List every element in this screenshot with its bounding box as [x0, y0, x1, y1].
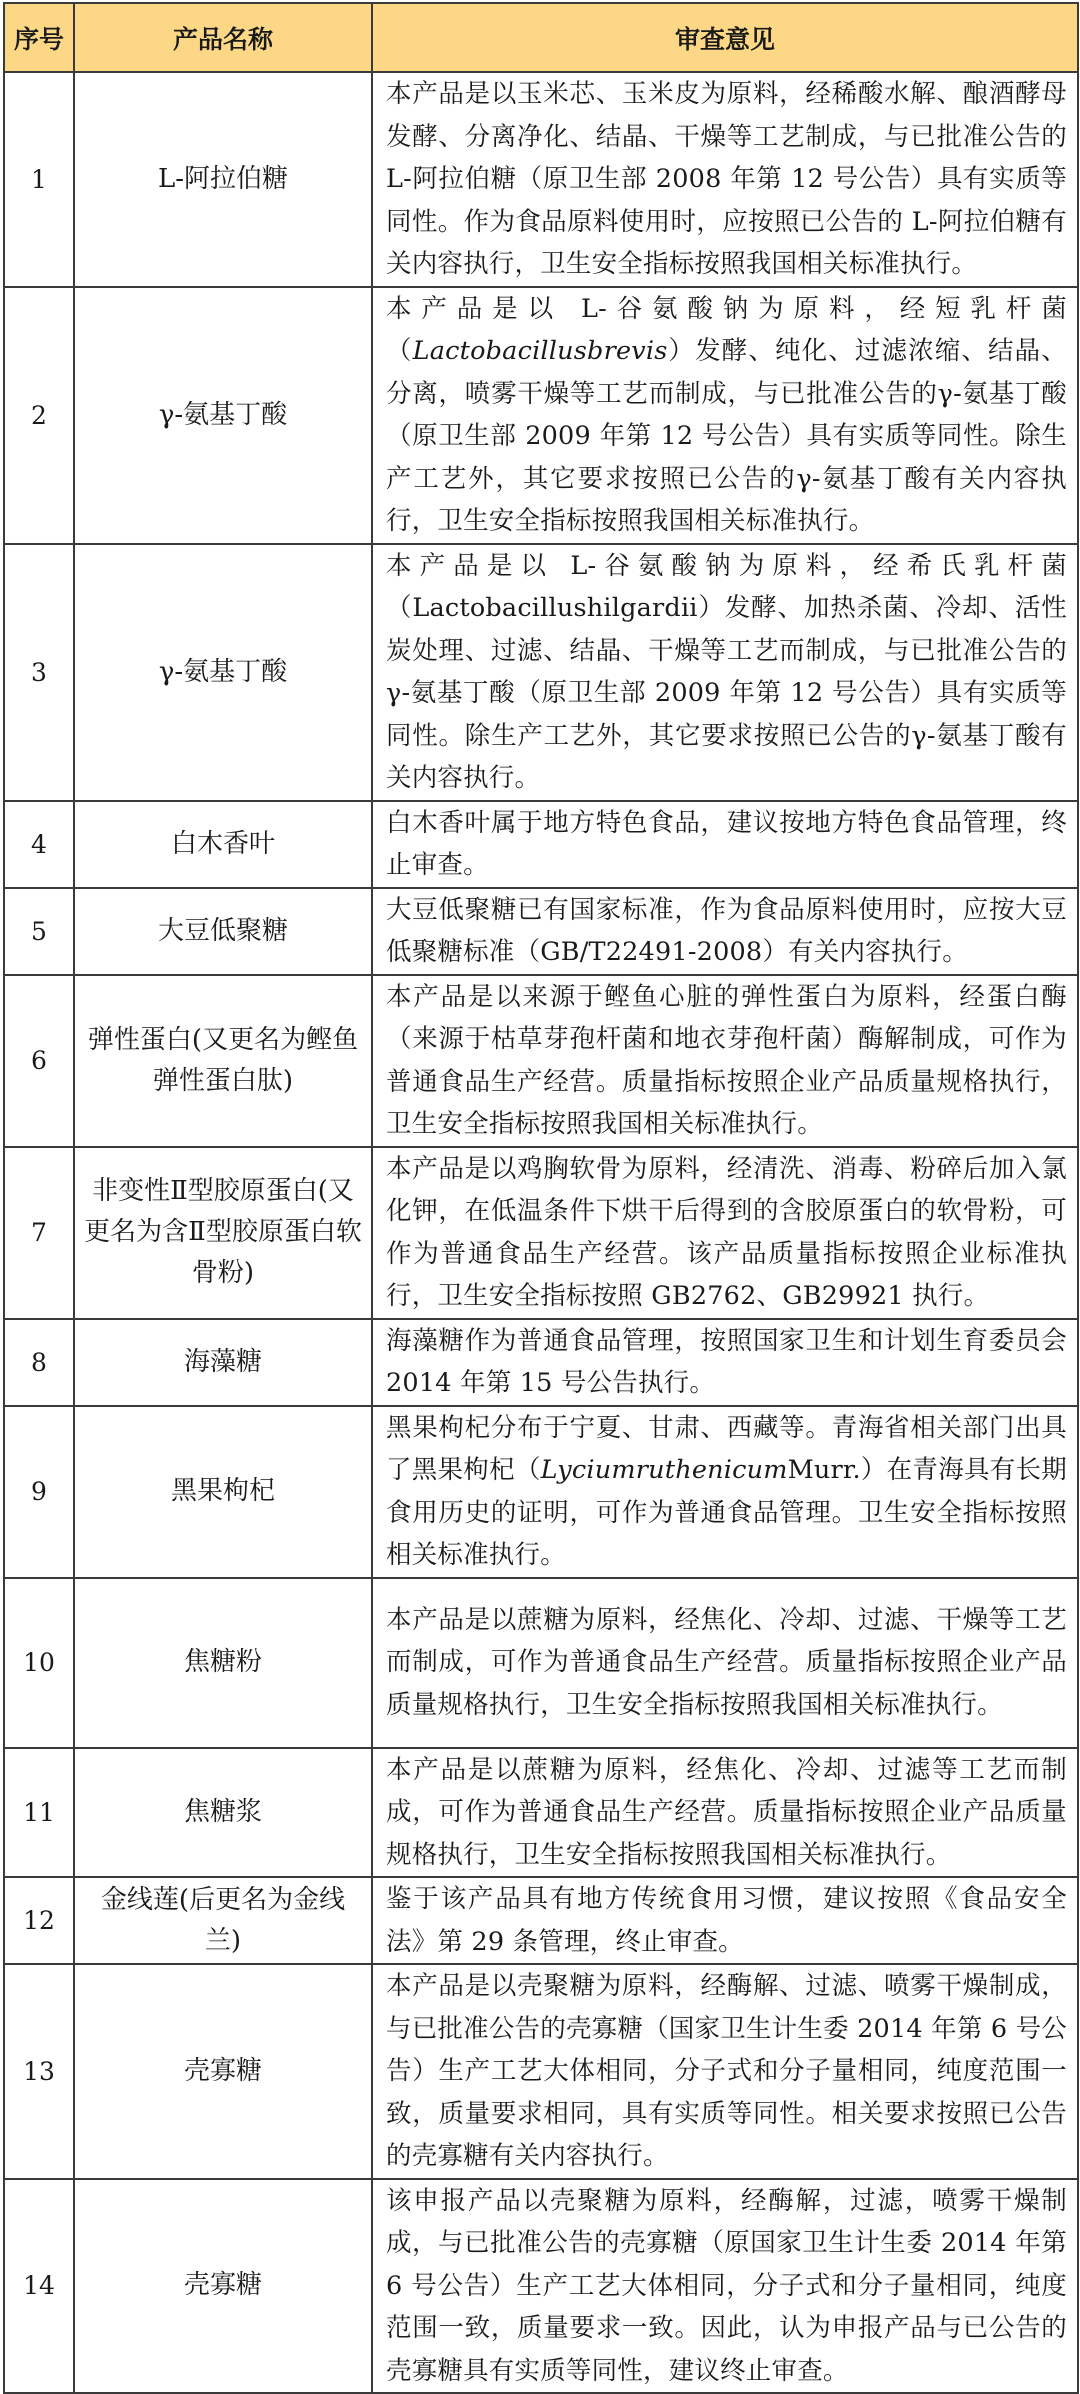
- table-row: [4, 1578, 1078, 1748]
- scientific-name: Lactobacillusbrevis: [412, 336, 668, 366]
- product-name: γ-氨基丁酸: [74, 287, 372, 544]
- product-name: 金线莲(后更名为金线兰): [74, 1877, 372, 1964]
- table-row: [4, 1748, 1078, 1878]
- review-opinion: 本产品是以来源于鲣鱼心脏的弹性蛋白为原料，经蛋白酶（来源于枯草芽孢杆菌和地衣芽孢杆菌）酶解制成，可作为普通食品生产经营。质量指标按照企业产品质量规格执行，卫生安全指标按照我国相关标准执行。: [372, 975, 1078, 1147]
- review-opinion: 本产品是以 L-谷氨酸钠为原料，经希氏乳杆菌（Lactobacillushilgardii）发酵、加热杀菌、冷却、活性炭处理、过滤、结晶、干燥等工艺而制成，与已批准公告的γ-氨基丁酸（原卫生部 2009 年第 12 号公告）具有实质等同性。除生产工艺外，其它要求按照已公告的γ-氨基丁酸有关内容执行。: [372, 544, 1078, 801]
- table-row: [4, 1406, 1078, 1578]
- header-opinion: 审查意见: [372, 3, 1078, 72]
- row-number: 3: [4, 544, 74, 801]
- opinion-text: 黑果枸杞分布于宁夏、甘肃、西藏等。青海省相关部门出具了黑果枸杞（: [386, 1412, 1067, 1485]
- product-name: 海藻糖: [74, 1319, 372, 1406]
- review-opinion: 鉴于该产品具有地方传统食用习惯，建议按照《食品安全法》第 29 条管理，终止审查。: [372, 1877, 1078, 1964]
- row-number: 10: [4, 1578, 74, 1748]
- review-opinion: 本产品是以鸡胸软骨为原料，经清洗、消毒、粉碎后加入氯化钾，在低温条件下烘干后得到的含胶原蛋白的软骨粉，可作为普通食品生产经营。该产品质量指标按照企业标准执行，卫生安全指标按照 GB2762、GB29921 执行。: [372, 1147, 1078, 1319]
- review-table: [3, 2, 1079, 2394]
- table-row: [4, 287, 1078, 544]
- product-name: 白木香叶: [74, 801, 372, 888]
- table-row: [4, 1964, 1078, 2179]
- row-number: 4: [4, 801, 74, 888]
- header-num: 序号: [4, 3, 74, 72]
- review-opinion: 白木香叶属于地方特色食品，建议按地方特色食品管理，终止审查。: [372, 801, 1078, 888]
- row-number: 5: [4, 888, 74, 975]
- product-name: 焦糖浆: [74, 1748, 372, 1878]
- review-opinion: 该申报产品以壳聚糖为原料，经酶解，过滤，喷雾干燥制成，与已批准公告的壳寡糖（原国家卫生计生委 2014 年第 6 号公告）生产工艺大体相同，分子式和分子量相同，纯度范围一致，质量要求一致。因此，认为申报产品与已公告的壳寡糖具有实质等同性，建议终止审查。: [372, 2179, 1078, 2394]
- product-name: 壳寡糖: [74, 2179, 372, 2394]
- review-opinion: 本产品是以壳聚糖为原料，经酶解、过滤、喷雾干燥制成，与已批准公告的壳寡糖（国家卫生计生委 2014 年第 6 号公告）生产工艺大体相同，分子式和分子量相同，纯度范围一致，质量要求相同，具有实质等同性。相关要求按照已公告的壳寡糖有关内容执行。: [372, 1964, 1078, 2179]
- review-opinion: 海藻糖作为普通食品管理，按照国家卫生和计划生育委员会 2014 年第 15 号公告执行。: [372, 1319, 1078, 1406]
- table-row: [4, 72, 1078, 287]
- header-name: 产品名称: [74, 3, 372, 72]
- product-name: 大豆低聚糖: [74, 888, 372, 975]
- row-number: 7: [4, 1147, 74, 1319]
- product-name: 弹性蛋白(又更名为鲣鱼弹性蛋白肽): [74, 975, 372, 1147]
- opinion-text: Murr.）在青海具有长期食用历史的证明，可作为普通食品管理。卫生安全指标按照相关标准执行。: [386, 1455, 1067, 1570]
- row-number: 1: [4, 72, 74, 287]
- opinion-text: ）发酵、纯化、过滤浓缩、结晶、分离，喷雾干燥等工艺而制成，与已批准公告的γ-氨基丁酸（原卫生部 2009 年第 12 号公告）具有实质等同性。除生产工艺外，其它要求按照已公告的γ-氨基丁酸有关内容执行，卫生安全指标按照我国相关标准执行。: [386, 336, 1067, 536]
- review-opinion: 本产品是以蔗糖为原料，经焦化、冷却、过滤等工艺而制成，可作为普通食品生产经营。质量指标按照企业产品质量规格执行，卫生安全指标按照我国相关标准执行。: [372, 1748, 1078, 1878]
- row-number: 11: [4, 1748, 74, 1878]
- table-row: [4, 2179, 1078, 2394]
- table-row: [4, 1147, 1078, 1319]
- row-number: 14: [4, 2179, 74, 2394]
- product-name: 黑果枸杞: [74, 1406, 372, 1578]
- table-row: [4, 975, 1078, 1147]
- table-row: [4, 1877, 1078, 1964]
- product-name: 非变性Ⅱ型胶原蛋白(又更名为含Ⅱ型胶原蛋白软骨粉): [74, 1147, 372, 1319]
- row-number: 13: [4, 1964, 74, 2179]
- review-opinion: [372, 1406, 1078, 1578]
- row-number: 9: [4, 1406, 74, 1578]
- header-row: [4, 3, 1078, 72]
- table-row: [4, 888, 1078, 975]
- product-name: 壳寡糖: [74, 1964, 372, 2179]
- table-row: [4, 801, 1078, 888]
- row-number: 2: [4, 287, 74, 544]
- opinion-text: 本产品是以 L-谷氨酸钠为原料，经短乳杆菌（: [386, 293, 1067, 366]
- review-opinion: 本产品是以玉米芯、玉米皮为原料，经稀酸水解、酿酒酵母发酵、分离净化、结晶、干燥等工艺制成，与已批准公告的 L-阿拉伯糖（原卫生部 2008 年第 12 号公告）具有实质等同性。作为食品原料使用时，应按照已公告的 L-阿拉伯糖有关内容执行，卫生安全指标按照我国相关标准执行。: [372, 72, 1078, 287]
- review-opinion: 本产品是以蔗糖为原料，经焦化、冷却、过滤、干燥等工艺而制成，可作为普通食品生产经营。质量指标按照企业产品质量规格执行，卫生安全指标按照我国相关标准执行。: [372, 1578, 1078, 1748]
- scientific-name: Lyciumruthenicum: [540, 1455, 788, 1485]
- table-row: [4, 1319, 1078, 1406]
- product-name: L-阿拉伯糖: [74, 72, 372, 287]
- review-opinion: [372, 287, 1078, 544]
- table-row: [4, 544, 1078, 801]
- row-number: 8: [4, 1319, 74, 1406]
- product-name: 焦糖粉: [74, 1578, 372, 1748]
- review-opinion: 大豆低聚糖已有国家标准，作为食品原料使用时，应按大豆低聚糖标准（GB/T22491-2008）有关内容执行。: [372, 888, 1078, 975]
- product-name: γ-氨基丁酸: [74, 544, 372, 801]
- row-number: 12: [4, 1877, 74, 1964]
- row-number: 6: [4, 975, 74, 1147]
